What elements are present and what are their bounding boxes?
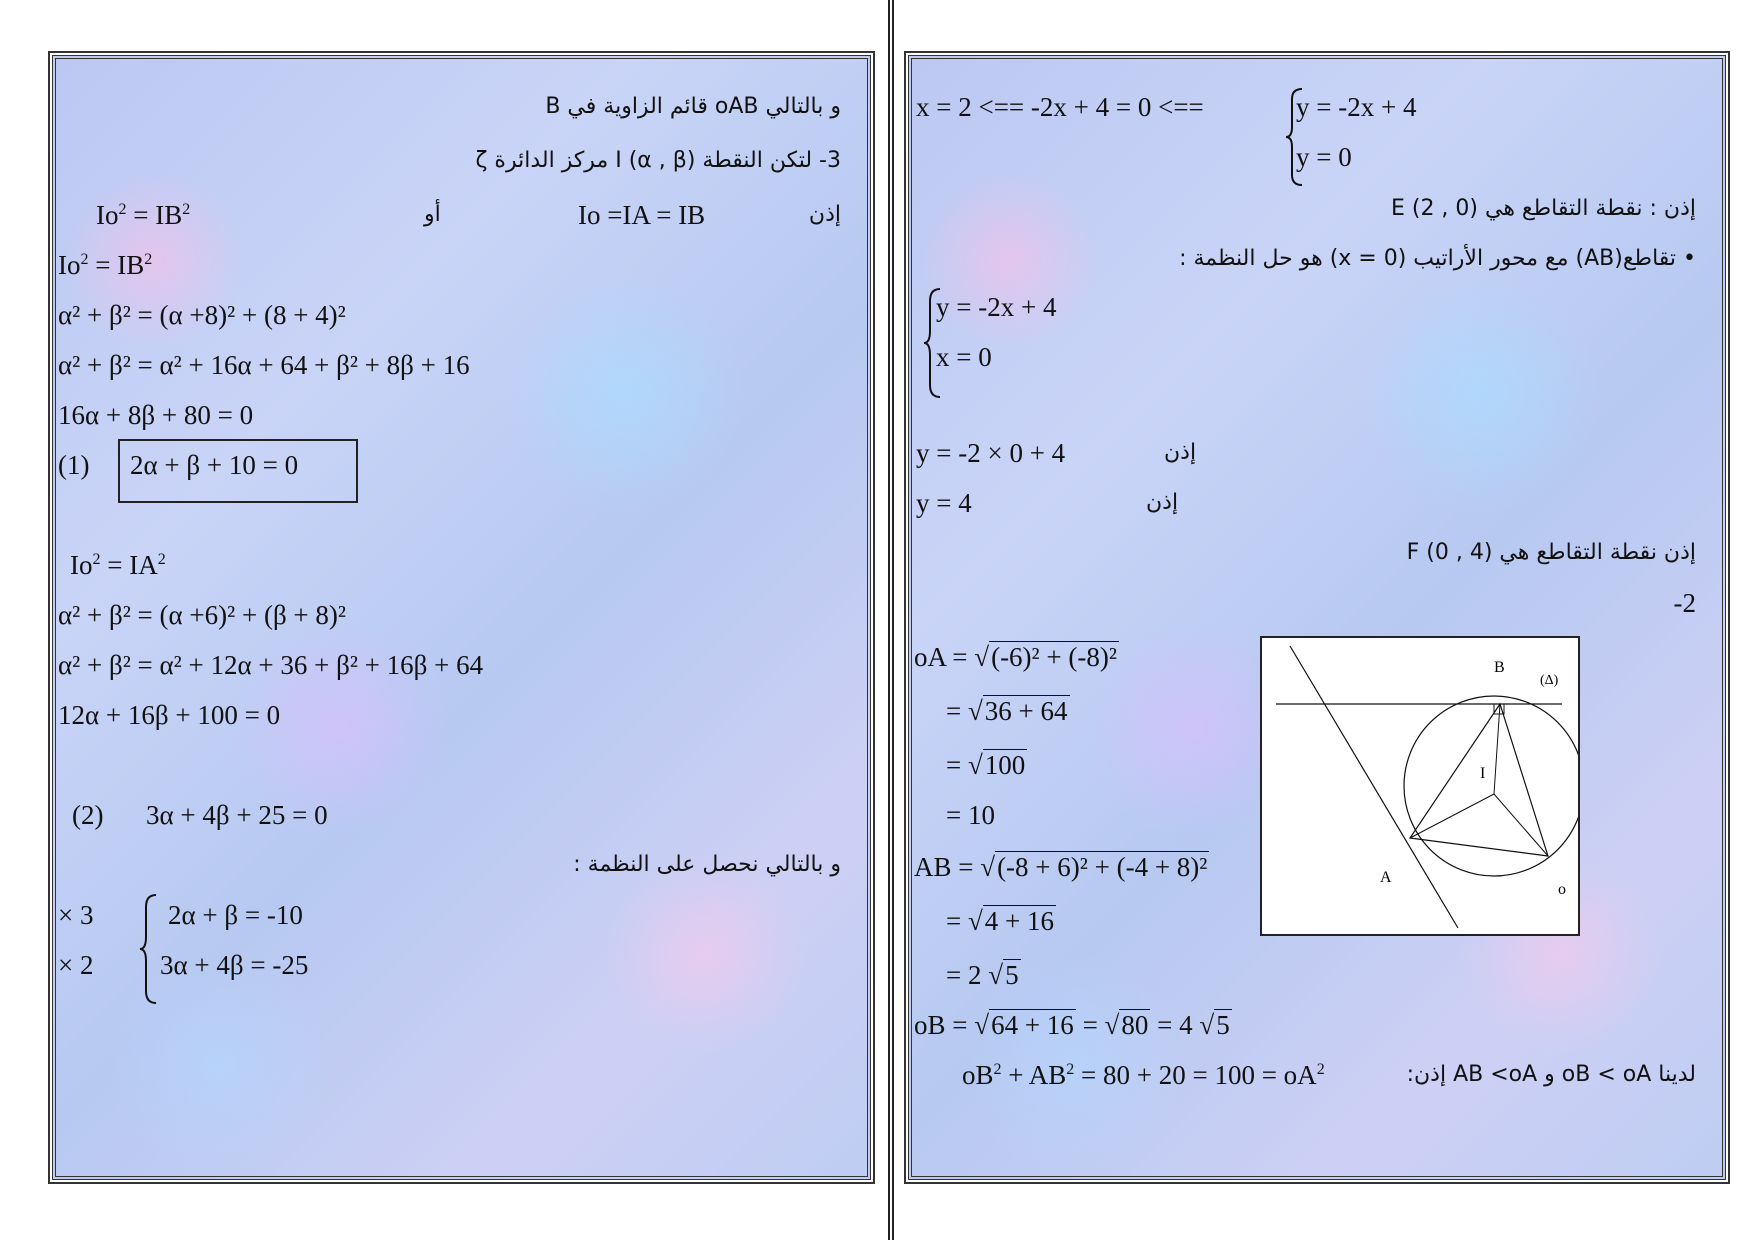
left-line-3-eq2: $Io^2 = IB^2$ [96, 200, 191, 230]
left-panel [52, 55, 871, 1180]
right-system-1-eq1: y = -2x + 4 [1296, 92, 1417, 122]
line-ab [1290, 646, 1458, 928]
system-equation-1: 2α + β = -10 [168, 900, 303, 930]
right-line-1: x = 2 <== -2x + 4 = 0 <== [916, 92, 1204, 122]
segment-ib [1494, 704, 1500, 794]
label-i: I [1480, 765, 1486, 782]
last-line-ar: لدينا oB < oA و AB <oA إذن: [1406, 1062, 1696, 1087]
right-line-4-ar: إذن [1164, 440, 1197, 465]
page-divider [888, 0, 894, 1240]
left-line-6: α² + β² = α² + 16α + 64 + β² + 8β + 16 [58, 350, 470, 380]
left-line-1: و بالتالي oAB قائم الزاوية في B [545, 94, 841, 119]
left-line-3-or: أو [424, 202, 441, 227]
right-line-2: إذن : نقطة التقاطع هي (0 , 2) E [1390, 196, 1696, 221]
label-o: o [1558, 881, 1566, 898]
left-line-7: 16α + 8β + 80 = 0 [58, 400, 254, 430]
left-line-5: α² + β² = (α +8)² + (8 + 4)² [58, 300, 346, 330]
left-line-11: 12α + 16β + 100 = 0 [58, 700, 281, 730]
left-line-4: $Io^2 = IB^2$ [58, 250, 153, 280]
right-line-7: -2 [1673, 588, 1696, 618]
left-line-12: و بالتالي نحصل على النظمة : [573, 852, 841, 877]
ob-line: oB = √64 + 16 = √80 = 4 √5 [914, 1010, 1230, 1040]
oa-line-4: = 10 [946, 800, 995, 830]
geometry-figure [1260, 636, 1580, 936]
triangle-oab [1410, 704, 1548, 856]
ab-line-1: AB = √(-8 + 6)² + (-4 + 8)² [914, 852, 1208, 882]
right-line-5-eq: y = 4 [916, 488, 972, 518]
right-panel [908, 55, 1726, 1180]
left-line-3-ar: إذن [808, 202, 841, 227]
equation-2-label: (2) [72, 800, 104, 830]
segment-ia [1410, 794, 1494, 838]
system-multiplier-2: × 2 [58, 950, 94, 980]
label-b: B [1494, 659, 1505, 676]
segment-io [1494, 794, 1548, 856]
system-multiplier-1: × 3 [58, 900, 94, 930]
left-line-2: 3- لتكن النقطة (α , β) I مركز الدائرة ζ [475, 148, 841, 173]
equation-2: 3α + 4β + 25 = 0 [146, 800, 328, 830]
right-line-5-ar: إذن [1146, 490, 1179, 515]
left-line-9: α² + β² = (α +6)² + (β + 8)² [58, 600, 346, 630]
left-line-3-eq: Io =IA = IB [578, 200, 706, 230]
right-line-6: إذن نقطة التقاطع هي F (0 , 4) [1406, 540, 1696, 565]
ab-line-3: = 2 √5 [946, 960, 1019, 990]
geometry-figure-svg [1262, 638, 1578, 934]
equation-1: 2α + β + 10 = 0 [130, 450, 299, 480]
oa-line-3: = √100 [946, 750, 1026, 780]
right-line-4-eq: y = -2 × 0 + 4 [916, 438, 1066, 468]
last-line-eq: $oB^2 + AB^2 = 80 + 20 = 100 = oA^2$ [962, 1060, 1325, 1090]
oa-line-1: oA = √(-6)² + (-8)² [914, 642, 1117, 672]
right-system-1-eq2: y = 0 [1296, 142, 1352, 172]
label-a: A [1380, 869, 1392, 886]
ab-line-2: = √4 + 16 [946, 906, 1055, 936]
right-system-2-eq2: x = 0 [936, 342, 992, 372]
left-line-8: $Io^2 = IA^2$ [70, 550, 166, 580]
left-line-10: α² + β² = α² + 12α + 36 + β² + 16β + 64 [58, 650, 484, 680]
right-line-3: • تقاطع(AB) مع محور الأراتيب (0 = x) هو حل النظمة : [1179, 246, 1696, 271]
label-delta: (Δ) [1540, 673, 1559, 688]
oa-line-2: = √36 + 64 [946, 696, 1068, 726]
system-brace-icon [138, 893, 158, 1005]
equation-1-label: (1) [58, 450, 90, 480]
system-equation-2: 3α + 4β = -25 [160, 950, 309, 980]
right-system-2-eq1: y = -2x + 4 [936, 292, 1057, 322]
